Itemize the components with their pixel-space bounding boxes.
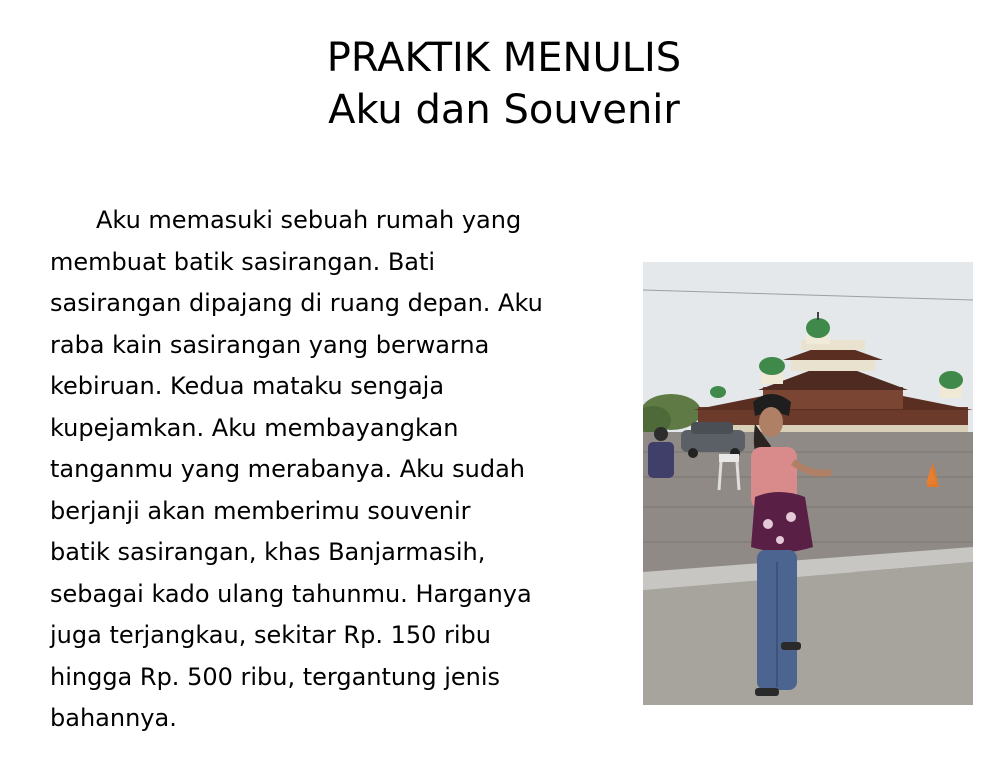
paragraph-line: bahannya.	[50, 704, 177, 732]
paragraph-line: kebiruan. Kedua mataku sengaja	[50, 372, 445, 400]
title-line-2: Aku dan Souvenir	[328, 87, 680, 133]
paragraph-line: Aku memasuki sebuah rumah yang	[96, 206, 522, 234]
paragraph-line: tanganmu yang merabanya. Aku sudah	[50, 455, 526, 483]
paragraph-line: berjanji akan memberimu souvenir	[50, 496, 471, 525]
title-line-1: PRAKTIK MENULIS	[326, 35, 682, 81]
body-paragraph	[50, 200, 635, 740]
paragraph-line: kupejamkan. Aku membayangkan	[50, 413, 459, 442]
paragraph-line: sebagai kado ulang tahunmu. Harganya	[50, 579, 532, 608]
paragraph-line: membuat batik sasirangan. Bati	[50, 247, 436, 276]
paragraph-line: raba kain sasirangan yang berwarna	[50, 330, 490, 359]
slide-title	[0, 32, 1008, 136]
paragraph-line: sasirangan dipajang di ruang depan. Aku	[50, 289, 543, 317]
paragraph-line: batik sasirangan, khas Banjarmasih,	[50, 538, 486, 566]
paragraph-line: juga terjangkau, sekitar Rp. 150 ribu	[50, 621, 491, 649]
paragraph-line: hingga Rp. 500 ribu, tergantung jenis	[50, 662, 501, 691]
mosque-photo	[643, 262, 973, 705]
